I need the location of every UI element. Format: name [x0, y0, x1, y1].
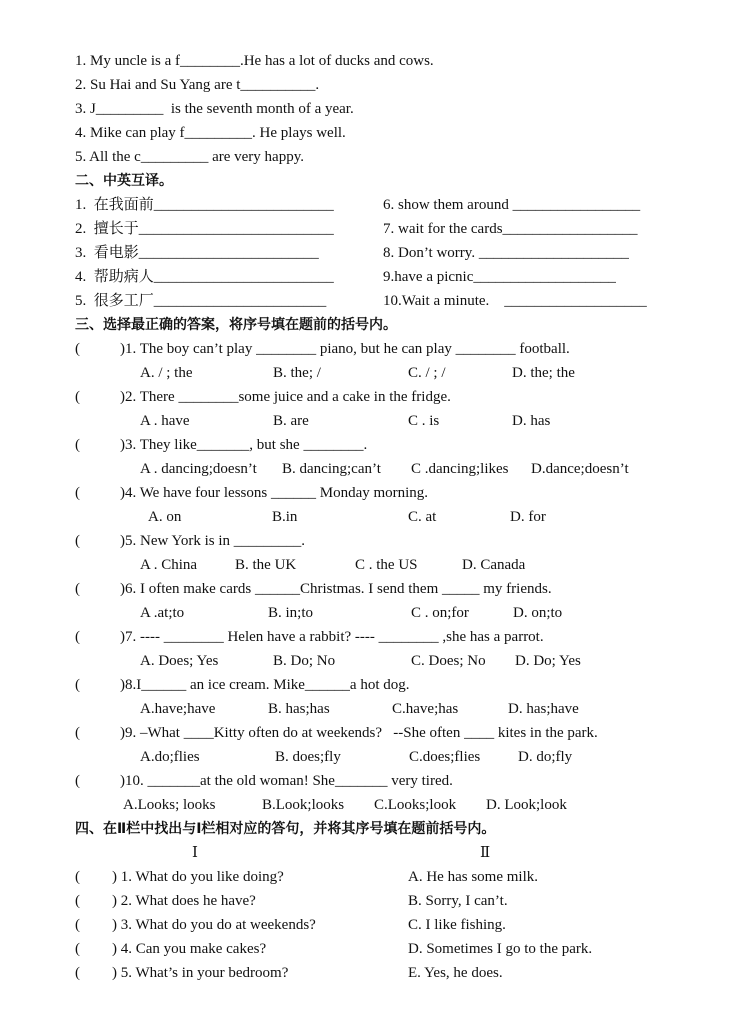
option: B. are [273, 413, 309, 429]
question: ) 3. What do you do at weekends? [112, 917, 316, 933]
translation-item: 3. 看电影________________________ [75, 245, 319, 261]
question: )7. ---- ________ Helen have a rabbit? ---- ________ ,she has a parrot. [120, 629, 544, 645]
translation-item: 9.have a picnic___________________ [383, 269, 616, 285]
translation-item: 1. 在我面前________________________ [75, 197, 334, 213]
fill-blank-item: 3. J_________ is the seventh month of a year. [75, 101, 354, 117]
answer-paren: ( [75, 869, 80, 885]
option: A. Does; Yes [140, 653, 219, 669]
option: C . the US [355, 557, 418, 573]
question: )4. We have four lessons ______ Monday morning. [120, 485, 429, 501]
column-label: Ⅰ [192, 845, 198, 861]
question: )1. The boy can’t play ________ piano, but he can play ________ football. [120, 341, 570, 357]
answer-paren: ( [75, 341, 80, 357]
option: C. / ; / [408, 365, 446, 381]
answer-paren: ( [75, 893, 80, 909]
translation-item: 10.Wait a minute. ___________________ [383, 293, 647, 309]
answer-paren: ( [75, 677, 80, 693]
question: )6. I often make cards ______Christmas. I send them _____ my friends. [120, 581, 552, 597]
option: B. Do; No [273, 653, 336, 669]
option: A . China [140, 557, 198, 573]
answer-paren: ( [75, 485, 80, 501]
option: A .at;to [140, 605, 185, 621]
answer-paren: ( [75, 389, 80, 405]
option: D. do;fly [518, 749, 573, 765]
fill-blank-item: 1. My uncle is a f________.He has a lot of ducks and cows. [75, 53, 434, 69]
option: B. has;has [268, 701, 330, 717]
answer-option: C. I like fishing. [408, 917, 506, 933]
option: D. on;to [513, 605, 563, 621]
fill-blank-item: 4. Mike can play f_________. He plays well. [75, 125, 346, 141]
option: D. has [512, 413, 551, 429]
question: )3. They like_______, but she ________. [120, 437, 368, 453]
answer-option: E. Yes, he does. [408, 965, 503, 981]
option: B. does;fly [275, 749, 341, 765]
section-heading: 三、选择最正确的答案，将序号填在题前的括号内。 [75, 317, 397, 333]
answer-paren: ( [75, 965, 80, 981]
question: )8.I______ an ice cream. Mike______a hot dog. [120, 677, 410, 693]
option: B. the; / [273, 365, 321, 381]
option: C. Does; No [411, 653, 486, 669]
translation-item: 8. Don’t worry. ____________________ [383, 245, 629, 261]
question: ) 1. What do you like doing? [112, 869, 284, 885]
question: )5. New York is in _________. [120, 533, 306, 549]
section-heading: 二、中英互译。 [75, 173, 173, 189]
option: A.do;flies [140, 749, 200, 765]
section-heading: 四、在Ⅱ栏中找出与Ⅰ栏相对应的答句，并将其序号填在题前括号内。 [75, 821, 496, 837]
translation-item: 5. 很多工厂_______________________ [75, 293, 327, 309]
option: D. Look;look [486, 797, 567, 813]
question: )10. _______at the old woman! She_______ very tired. [120, 773, 453, 789]
option: A . have [140, 413, 190, 429]
option: C . on;for [411, 605, 469, 621]
option: A . dancing;doesn’t [140, 461, 257, 477]
option: C . is [408, 413, 440, 429]
translation-item: 7. wait for the cards__________________ [383, 221, 638, 237]
option: C.have;has [392, 701, 459, 717]
translation-item: 4. 帮助病人________________________ [75, 269, 334, 285]
option: B.in [272, 509, 298, 525]
option: D. has;have [508, 701, 579, 717]
answer-paren: ( [75, 533, 80, 549]
question: ) 2. What does he have? [112, 893, 256, 909]
option: C.Looks;look [374, 797, 457, 813]
question: ) 5. What’s in your bedroom? [112, 965, 289, 981]
translation-item: 2. 擅长于__________________________ [75, 221, 334, 237]
question: )9. –What ____Kitty often do at weekends? --She often ____ kites in the park. [120, 725, 598, 741]
option: B. the UK [235, 557, 297, 573]
option: C.does;flies [409, 749, 481, 765]
option: D. Do; Yes [515, 653, 581, 669]
answer-option: A. He has some milk. [408, 869, 538, 885]
answer-paren: ( [75, 941, 80, 957]
answer-paren: ( [75, 725, 80, 741]
translation-item: 6. show them around _________________ [383, 197, 641, 213]
option: D. for [510, 509, 546, 525]
option: D. Canada [462, 557, 526, 573]
question: )2. There ________some juice and a cake in the fridge. [120, 389, 451, 405]
answer-option: D. Sometimes I go to the park. [408, 941, 593, 957]
answer-option: B. Sorry, I can’t. [408, 893, 508, 909]
option: B. dancing;can’t [282, 461, 381, 477]
fill-blank-item: 2. Su Hai and Su Yang are t__________. [75, 77, 320, 93]
question: ) 4. Can you make cakes? [112, 941, 267, 957]
option: B.Look;looks [262, 797, 345, 813]
option: B. in;to [268, 605, 314, 621]
answer-paren: ( [75, 581, 80, 597]
option: C. at [408, 509, 437, 525]
option: A.Looks; looks [123, 797, 216, 813]
option: D. the; the [512, 365, 575, 381]
answer-paren: ( [75, 773, 80, 789]
column-label: Ⅱ [480, 845, 491, 861]
option: A.have;have [140, 701, 216, 717]
option: D.dance;doesn’t [531, 461, 629, 477]
answer-paren: ( [75, 437, 80, 453]
answer-paren: ( [75, 917, 80, 933]
option: A. on [148, 509, 182, 525]
option: A. / ; the [140, 365, 193, 381]
fill-blank-item: 5. All the c_________ are very happy. [75, 149, 304, 165]
answer-paren: ( [75, 629, 80, 645]
option: C .dancing;likes [411, 461, 509, 477]
